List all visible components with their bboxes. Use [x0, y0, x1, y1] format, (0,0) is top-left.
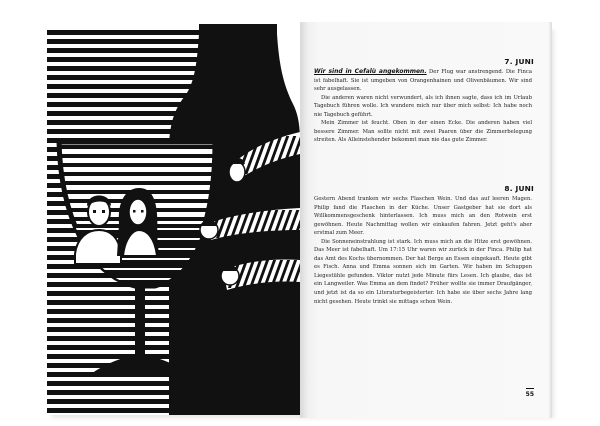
left-page-illustration [47, 24, 300, 415]
page-number-rule [526, 388, 534, 389]
entry-paragraph: Die Sonneneinstrahlung ist stark. Ich muss mich an die Hitze erst gewöhnen. Das Meer ist fabelhaft. Um 17:15 Uhr waren wir zurück in der Finca. Philip hat das Amt des Kochs übernommen. Der hat Berge an Essen eingekauft. Heute gibt es Fisch. Anna und Emma sonnen sich im Garten. Wir haben im Schuppen Liegestühle gefunden. Viktor nutzt jede Minute fürs Lesen. Ich glaube, das ist ein Langweiler. Was Emma an dem findet? Früher wollte sie immer Draufgänger, und jetzt ist da so ein Literaturbegeisterter. Ich habe sie über sechs Jahre lang nicht gesehen. Heute trinkt sie mittags schon Wein. [314, 238, 532, 305]
background-stripe [47, 84, 207, 89]
right-page-text [300, 22, 552, 418]
background-stripe [47, 75, 207, 80]
background-stripe [47, 66, 207, 71]
entry-paragraph: Gestern Abend tranken wir sechs Flaschen Wein. Und das auf leeren Magen. Philip fand die Flaschen in der Küche. Unser Gastgeber hat sie dort als Willkommensgeschenk hinterlassen. Ich muss mich an den Rotwein erst gewöhnen. Heute Nachmittag wollen wir einkaufen fahren. Jetzt geht's aber erstmal zum Meer. [314, 196, 532, 237]
page-number: 55 [525, 391, 534, 398]
entry-date-1: 7. JUNI [504, 57, 534, 66]
woodcut-illustration [47, 24, 300, 415]
background-stripe [47, 48, 207, 53]
page-edge [549, 22, 552, 418]
background-stripe [47, 93, 207, 98]
entry-date-2: 8. JUNI [504, 184, 534, 193]
entry-body-2 [314, 195, 532, 306]
entry-body-1 [314, 68, 532, 145]
entry-paragraph [314, 68, 532, 94]
paragraph-text: Der Flug war anstrengend. Die Finca ist fabelhaft. Sie ist umgeben von Orangenhainen und Olivenbäumen. Wir sind sehr ausgelassen. [314, 69, 532, 93]
background-stripe [47, 39, 207, 44]
handwritten-opening: Wir sind in Cefalù angekommen. [314, 68, 427, 75]
entry-paragraph: Mein Zimmer ist feucht. Oben in der einen Ecke. Die anderen haben viel bessere Zimmer. Man sollte nicht mit zwei Paaren über die Zimmerbelegung streiten. Als Alleinstehender bekommt man nie das gute Zimmer. [314, 120, 532, 144]
background-stripe [47, 30, 207, 35]
entry-paragraph: Die anderen waren nicht verwundert, als ich ihnen sagte, dass ich im Urlaub Tagebuch führen wolle. Ich wundere mich nur über mich selbst: Ich habe noch nie Tagebuch geführt. [314, 94, 532, 118]
background-stripe [47, 57, 207, 62]
